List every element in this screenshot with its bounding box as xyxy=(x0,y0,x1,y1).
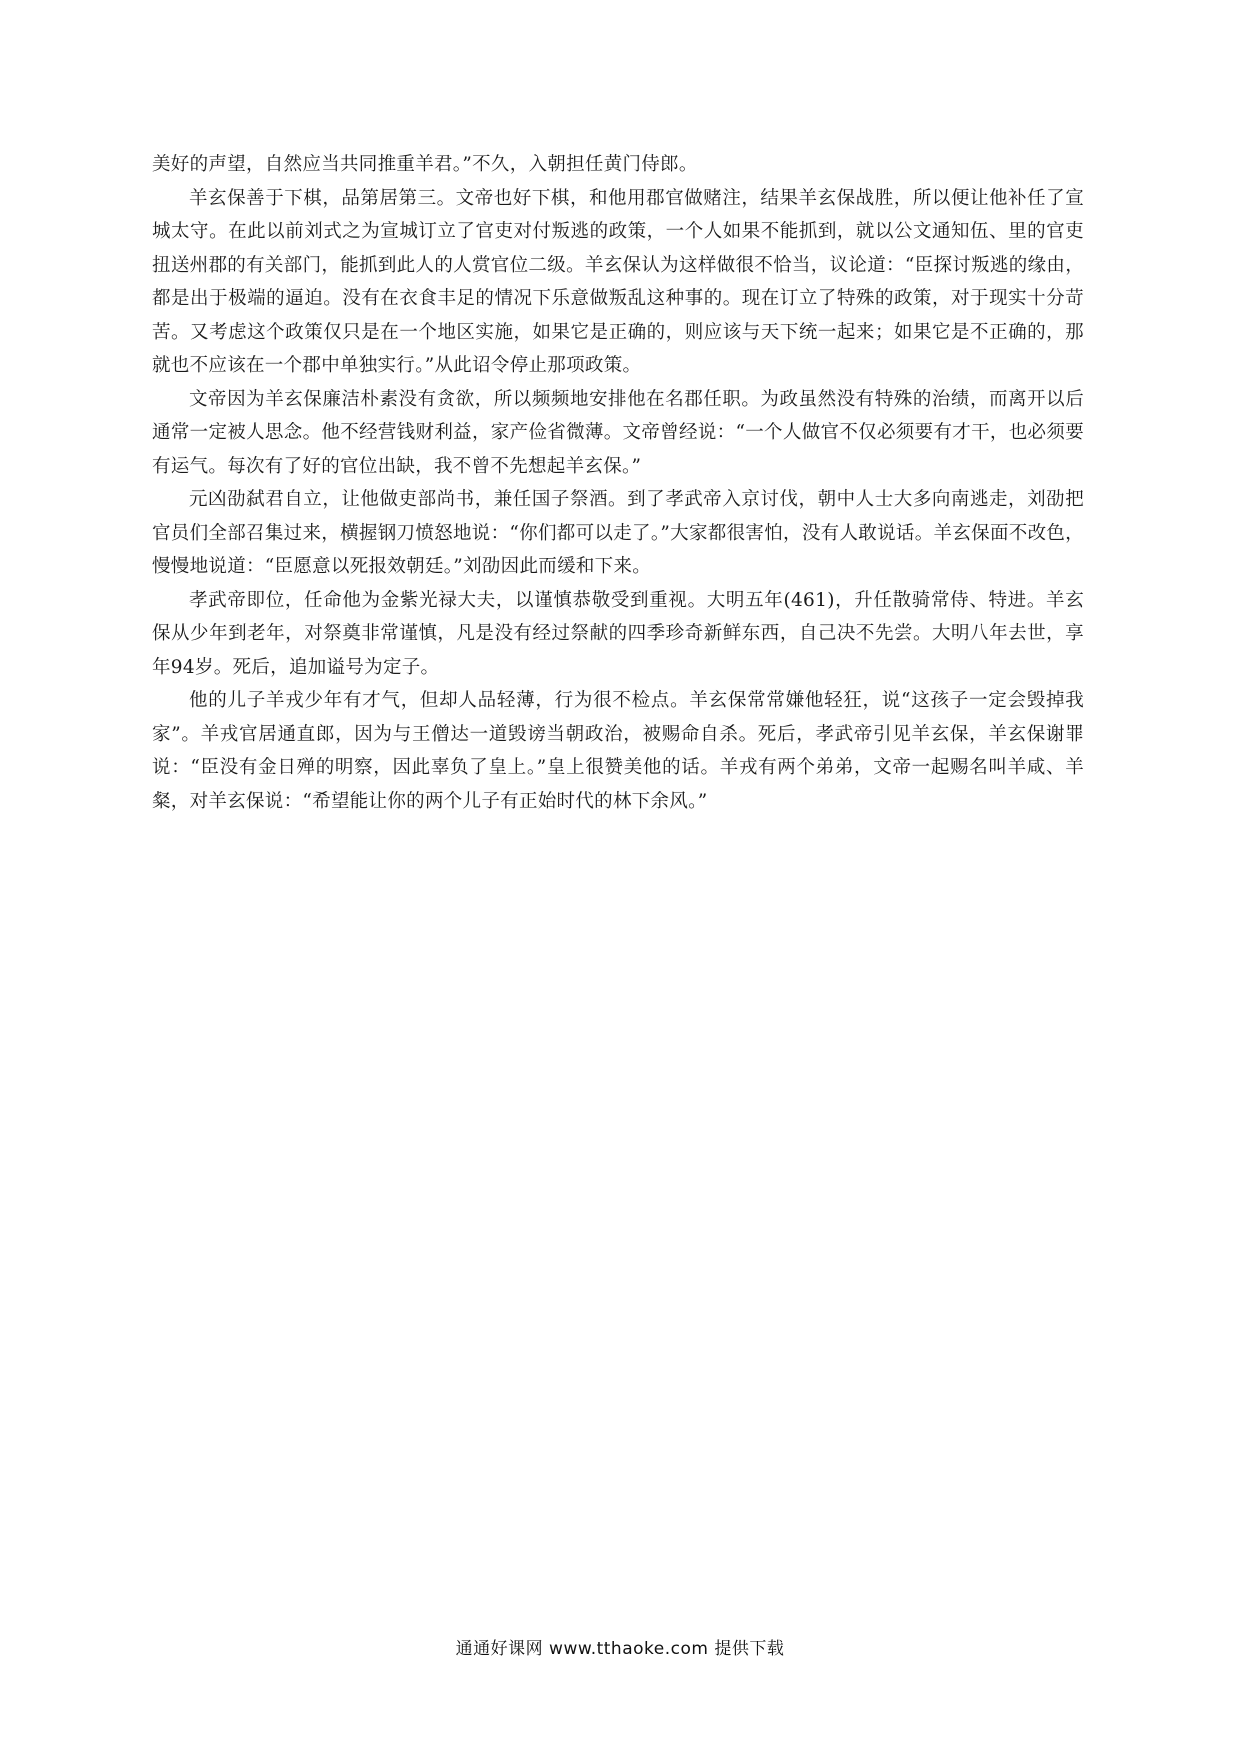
paragraph-3: 文帝因为羊玄保廉洁朴素没有贪欲，所以频频地安排他在名郡任职。为政虽然没有特殊的治绩，而离开以后通常一定被人思念。他不经营钱财利益，家产俭省微薄。文帝曾经说：“一个人做官不仅必须要有才干，也必须要有运气。每次有了好的官位出缺，我不曾不先想起羊玄保。” xyxy=(152,388,1084,477)
paragraph-2: 羊玄保善于下棋，品第居第三。文帝也好下棋，和他用郡官做赌注，结果羊玄保战胜，所以便让他补任了宣城太守。在此以前刘式之为宣城订立了官吏对付叛逃的政策，一个人如果不能抓到，就以公文通知伍、里的官吏扭送州郡的有关部门，能抓到此人的人赏官位二级。羊玄保认为这样做很不恰当，议论道：“臣探讨叛逃的缘由，都是出于极端的逼迫。没有在衣食丰足的情况下乐意做叛乱这种事的。现在订立了特殊的政策，对于现实十分苛苦。又考虑这个政策仅只是在一个地区实施，如果它是正确的，则应该与天下统一起来；如果它是不正确的，那就也不应该在一个郡中单独实行。”从此诏令停止那项政策。 xyxy=(152,187,1084,376)
page-footer: 通通好课网 www.tthaoke.com 提供下载 xyxy=(455,1639,785,1659)
paragraph-1: 美好的声望，自然应当共同推重羊君。”不久，入朝担任黄门侍郎。 xyxy=(152,154,698,175)
paragraph-6: 他的儿子羊戎少年有才气，但却人品轻薄，行为很不检点。羊玄保常常嫌他轻狂，说“这孩子一定会毁掉我家”。羊戎官居通直郎，因为与王僧达一道毁谤当朝政治，被赐命自杀。死后，孝武帝引见羊玄保，羊玄保谢罪说：“臣没有金日殚的明察，因此辜负了皇上。”皇上很赞美他的话。羊戎有两个弟弟，文帝一起赐名叫羊咸、羊粲，对羊玄保说：“希望能让你的两个儿子有正始时代的林下余风。” xyxy=(152,690,1084,812)
article-body xyxy=(152,148,1084,818)
paragraph-5: 孝武帝即位，任命他为金紫光禄大夫，以谨慎恭敬受到重视。大明五年(461)，升任散骑常侍、特进。羊玄保从少年到老年，对祭奠非常谨慎，凡是没有经过祭献的四季珍奇新鲜东西，自己决不先尝。大明八年去世，享年94岁。死后，追加谥号为定子。 xyxy=(152,589,1084,678)
paragraph-4: 元凶劭弑君自立，让他做吏部尚书，兼任国子祭酒。到了孝武帝入京讨伐，朝中人士大多向南逃走，刘劭把官员们全部召集过来，横握钢刀愤怒地说：“你们都可以走了。”大家都很害怕，没有人敢说话。羊玄保面不改色，慢慢地说道：“臣愿意以死报效朝廷。”刘劭因此而缓和下来。 xyxy=(152,489,1084,577)
